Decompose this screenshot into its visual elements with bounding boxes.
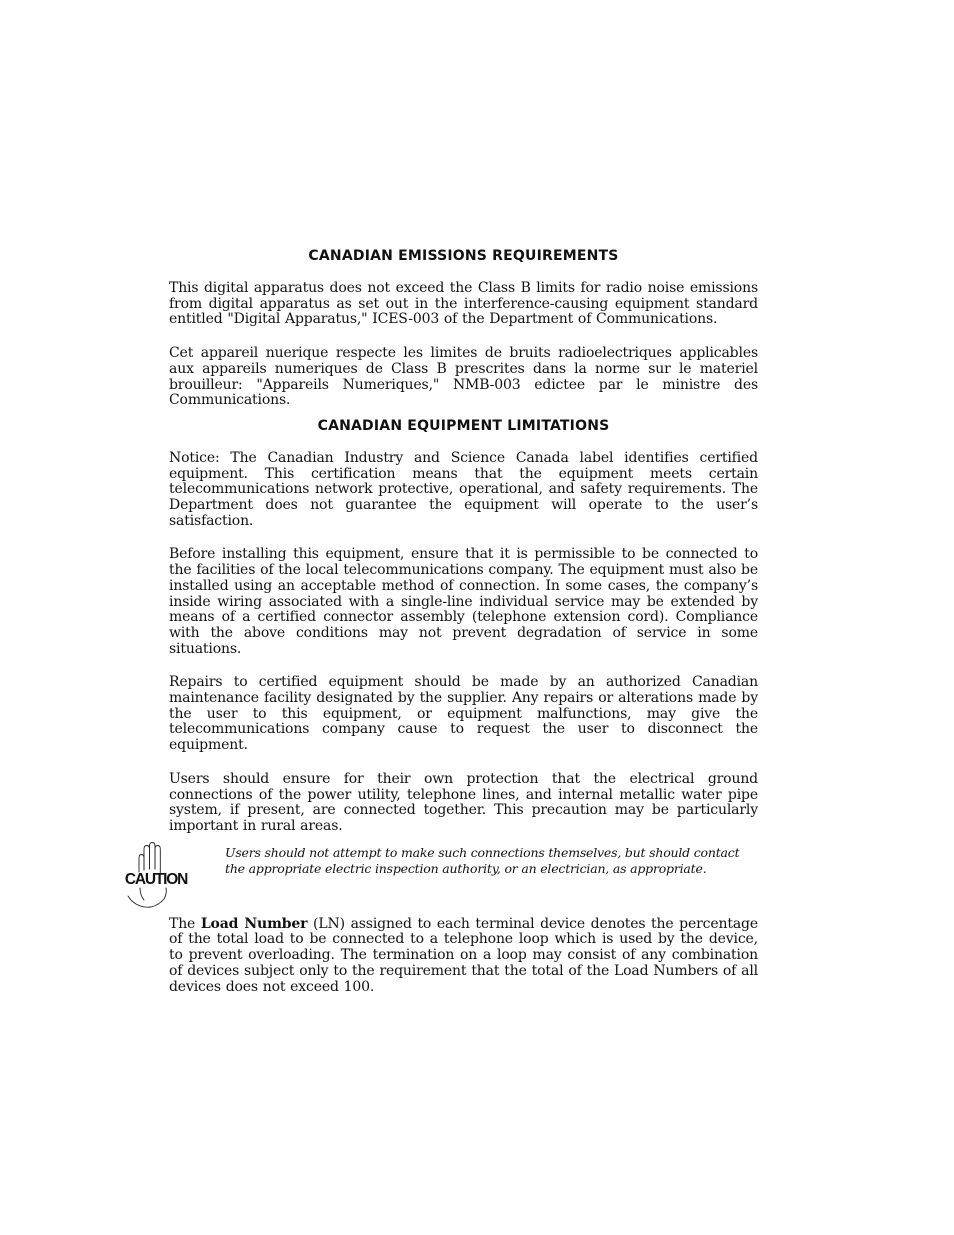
caution-label: CAUTION — [125, 870, 188, 888]
paragraph-emissions-english: This digital apparatus does not exceed the Class B limits for radio noise emissions from digital apparatus as set out in the interference-causing equipment standard entitled "Digital Apparatus," ICES-003 of the Department of Communications. — [169, 280, 758, 328]
heading-equipment-limitations: CANADIAN EQUIPMENT LIMITATIONS — [317, 417, 610, 434]
load-number-description: (LN) assigned to each terminal device denotes the percentage of the total load to be connected to a telephone loop which is used by the device, to prevent overloading. The termination on a loop may consist of any combination of devices subject only to the requirement that the total of the Load Numbers of all devices does not exceed 100. — [169, 915, 758, 995]
document-page — [125, 247, 758, 995]
load-number-prefix: The — [169, 915, 201, 932]
heading-emissions: CANADIAN EMISSIONS REQUIREMENTS — [308, 248, 619, 264]
paragraph-load-number — [169, 917, 758, 996]
caution-hand-icon — [125, 839, 195, 909]
paragraph-grounding: Users should ensure for their own protection that the electrical ground connections of the power utility, telephone lines, and internal metallic water pipe system, if present, are connected together. This precaution may be particularly important in rural areas. — [169, 770, 758, 834]
paragraph-emissions-french: Cet appareil nuerique respecte les limites de bruits radioelectriques applicables aux appareils numeriques de Class B prescrites dans la norme sur le materiel brouilleur: "Appareils Numeriques," NMB-003 edictee par le ministre des Communications. — [169, 345, 758, 409]
load-number-term: Load Number — [200, 915, 308, 932]
caution-text: Users should not attempt to make such connections themselves, but should contact the appropriate electric inspection authority, or an electrician, as appropriate. — [225, 844, 740, 876]
paragraph-notice: Notice: The Canadian Industry and Science Canada label identifies certified equipment. This certification means that the equipment meets certain telecommunications network protective, operational, and safety requirements. The Department does not guarantee the equipment will operate to the user’s satisfaction. — [169, 449, 758, 529]
paragraph-repairs: Repairs to certified equipment should be made by an authorized Canadian maintenance facility designated by the supplier. Any repairs or alterations made by the user to this equipment, or equipment malfunctions, may give the telecommunications company cause to request the user to disconnect the equipment. — [169, 674, 758, 754]
caution-block — [125, 844, 758, 917]
paragraph-installation: Before installing this equipment, ensure that it is permissible to be connected to the facilities of the local telecommunications company. The equipment must also be installed using an acceptable method of connection. In some cases, the company’s inside wiring associated with a single-line individual service may be extended by means of a certified connector assembly (telephone extension cord). Compliance with the above conditions may not prevent degradation of service in some situations. — [169, 546, 758, 657]
